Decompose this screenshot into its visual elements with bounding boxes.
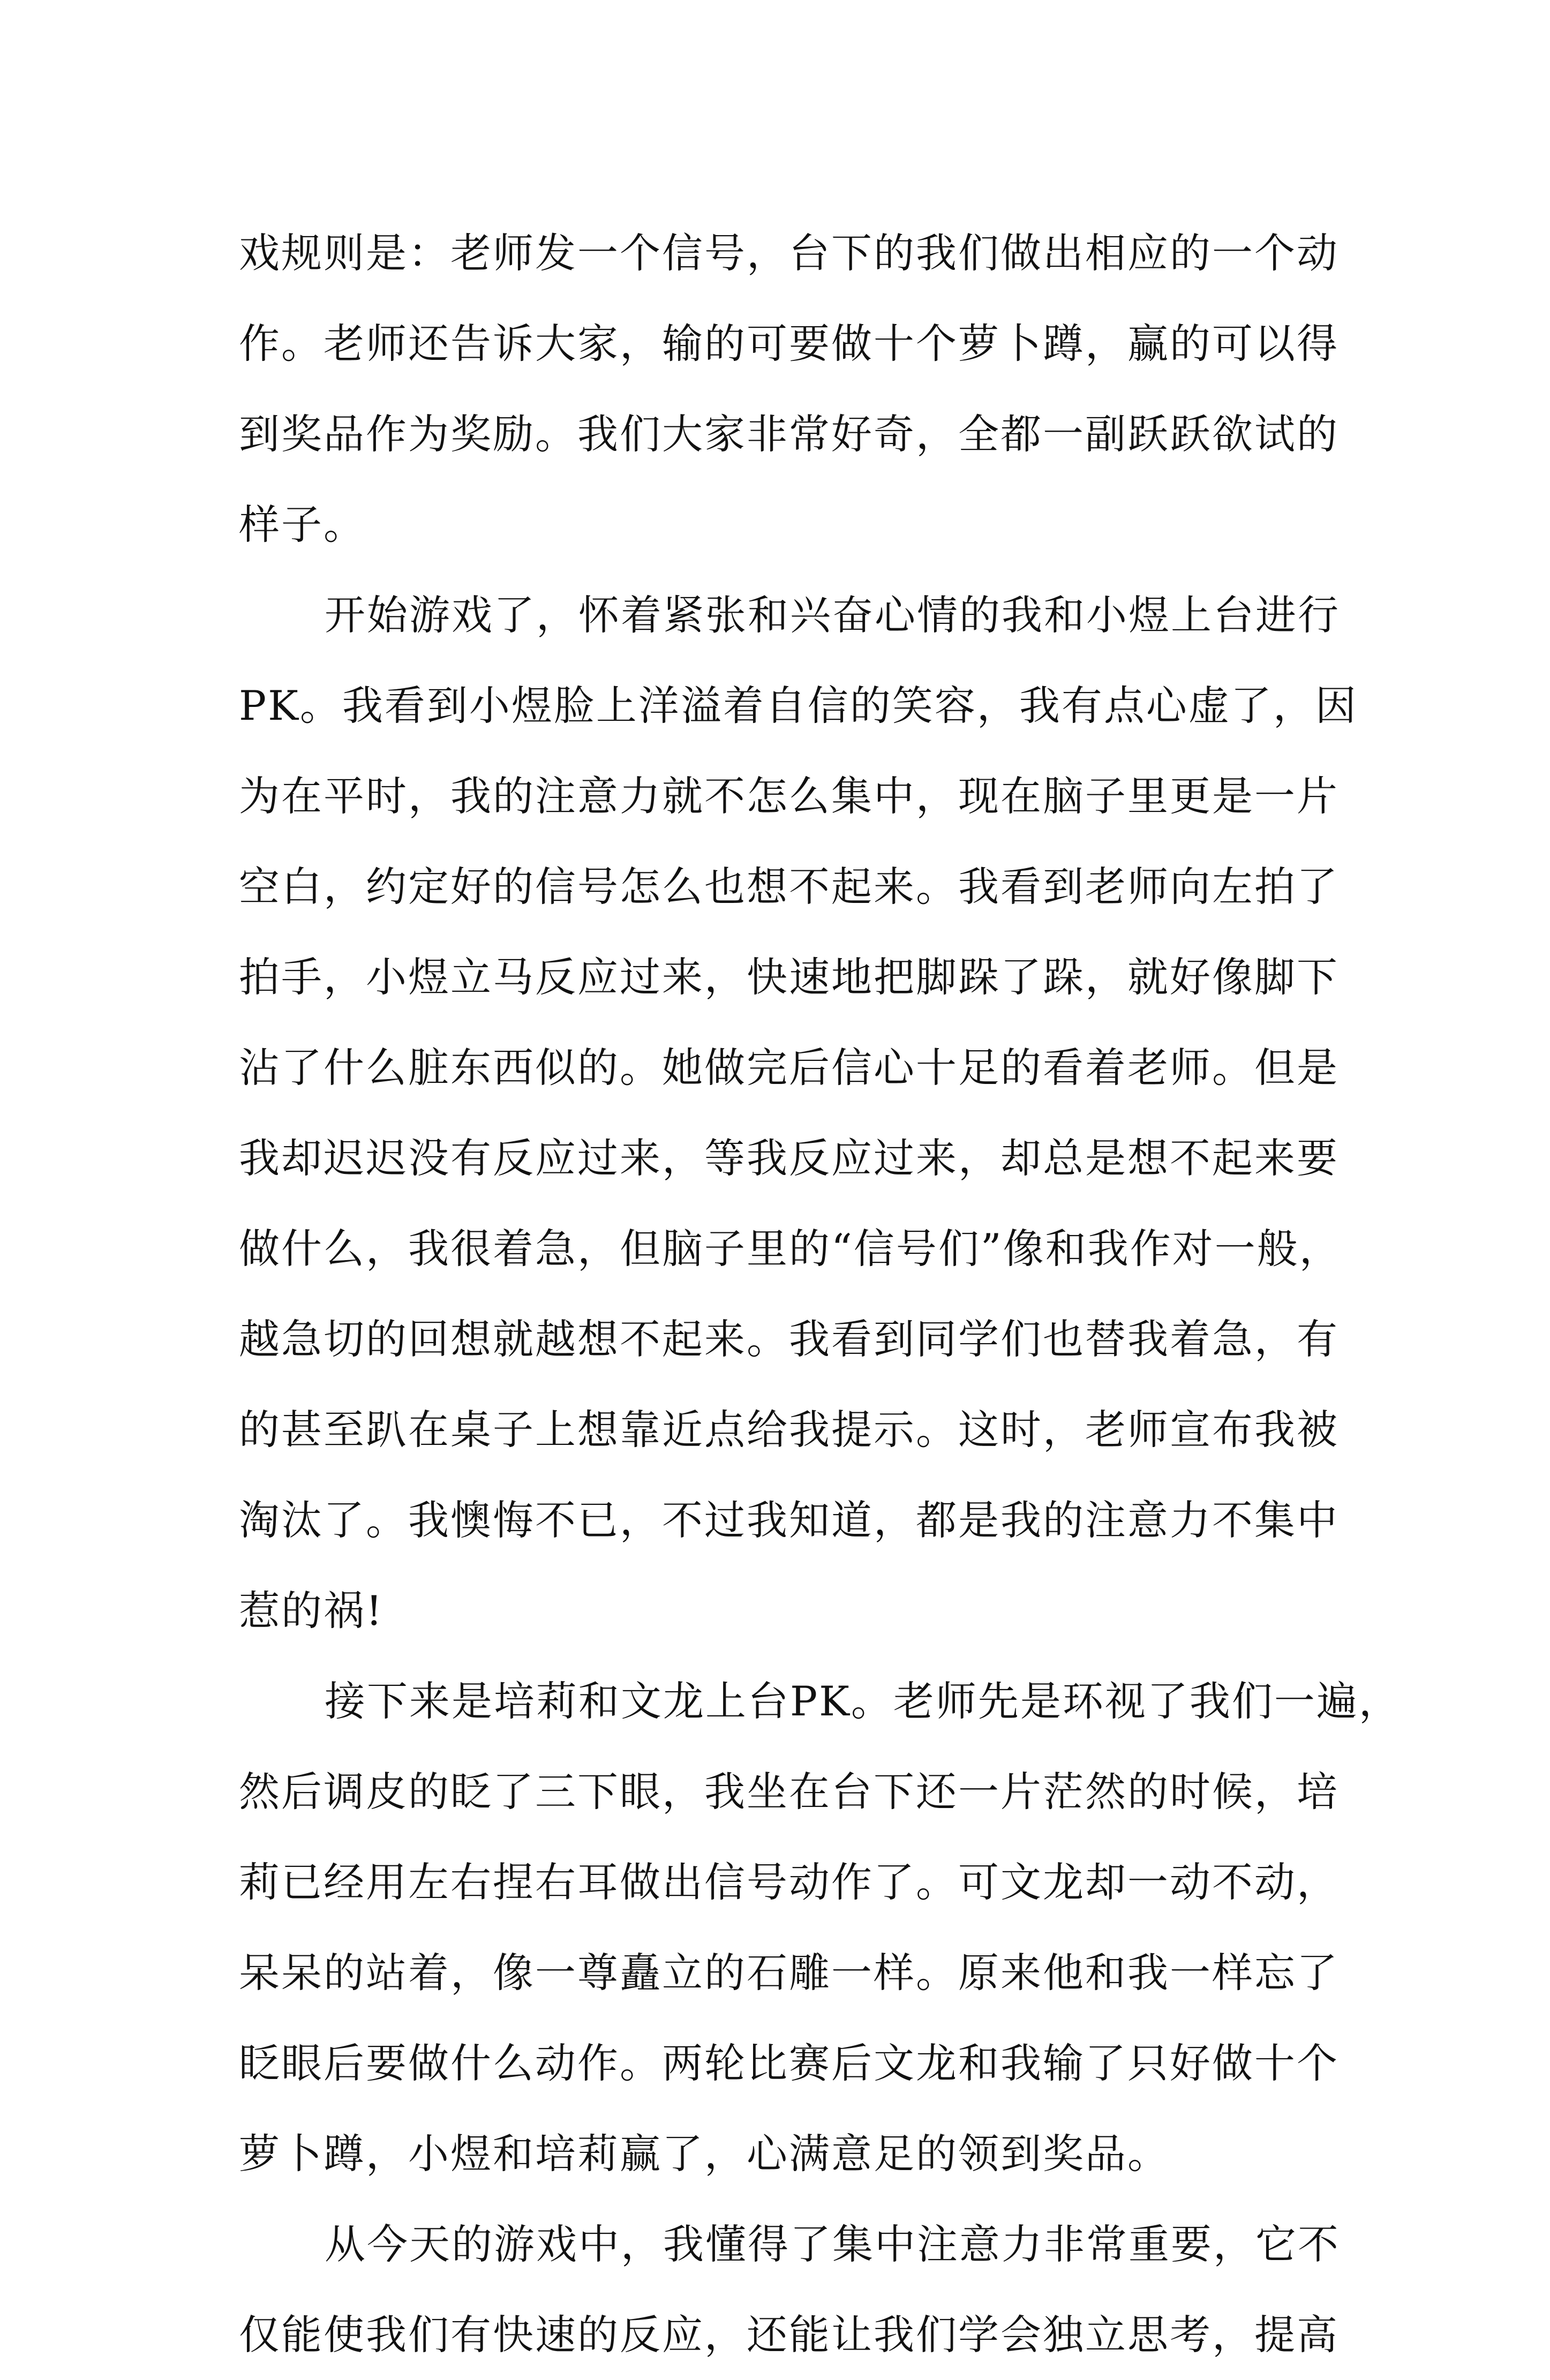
text-line: 的甚至趴在桌子上想靠近点给我提示。这时，老师宣布我被: [239, 1406, 1339, 1453]
text-line: 到奖品作为奖励。我们大家非常好奇，全都一副跃跃欲试的: [239, 410, 1339, 458]
paragraph: [239, 208, 1339, 570]
text-line: 从今天的游戏中，我懂得了集中注意力非常重要，它不: [325, 2220, 1340, 2268]
text-line: 仅能使我们有快速的反应，还能让我们学会独立思考，提高: [239, 2311, 1339, 2359]
body-text: [239, 208, 1401, 2380]
paragraph: [239, 570, 1358, 1656]
text-line: 萝卜蹲，小煜和培莉赢了，心满意足的领到奖品。: [239, 2130, 1170, 2178]
text-line: 作。老师还告诉大家，输的可要做十个萝卜蹲，赢的可以得: [239, 320, 1339, 367]
text-line: 开始游戏了，怀着紧张和兴奋心情的我和小煜上台进行: [325, 591, 1340, 639]
text-line: 空白，约定好的信号怎么也想不起来。我看到老师向左拍了: [239, 863, 1339, 910]
paragraph: [239, 2199, 1340, 2380]
text-line: 莉已经用左右捏右耳做出信号动作了。可文龙却一动不动，: [239, 1858, 1339, 1906]
text-line: 接下来是培莉和文龙上台PK。老师先是环视了我们一遍，: [325, 1677, 1401, 1725]
text-line: 做什么，我很着急，但脑子里的“信号们”像和我作对一般，: [239, 1225, 1342, 1272]
text-line: 越急切的回想就越想不起来。我看到同学们也替我着急，有: [239, 1315, 1339, 1363]
text-line: 为在平时，我的注意力就不怎么集中，现在脑子里更是一片: [239, 772, 1339, 820]
text-line: 惹的祸!: [239, 1587, 384, 1635]
text-line: 淘汰了。我懊悔不已，不过我知道，都是我的注意力不集中: [239, 1496, 1339, 1544]
text-line: 然后调皮的眨了三下眼，我坐在台下还一片茫然的时候，培: [239, 1768, 1339, 1816]
text-line: 戏规则是：老师发一个信号，台下的我们做出相应的一个动: [239, 229, 1339, 277]
text-line: 眨眼后要做什么动作。两轮比赛后文龙和我输了只好做十个: [239, 2039, 1339, 2087]
text-line: 我却迟迟没有反应过来，等我反应过来，却总是想不起来要: [239, 1134, 1339, 1182]
text-line: 呆呆的站着，像一尊矗立的石雕一样。原来他和我一样忘了: [239, 1949, 1339, 1997]
text-line: PK。我看到小煜脸上洋溢着自信的笑容，我有点心虚了，因: [239, 682, 1358, 729]
text-line: 沾了什么脏东西似的。她做完后信心十足的看着老师。但是: [239, 1044, 1339, 1091]
text-line: 拍手，小煜立马反应过来，快速地把脚跺了跺，就好像脚下: [239, 953, 1339, 1001]
paragraph: [239, 1656, 1401, 2199]
text-line: 样子。: [239, 501, 366, 548]
